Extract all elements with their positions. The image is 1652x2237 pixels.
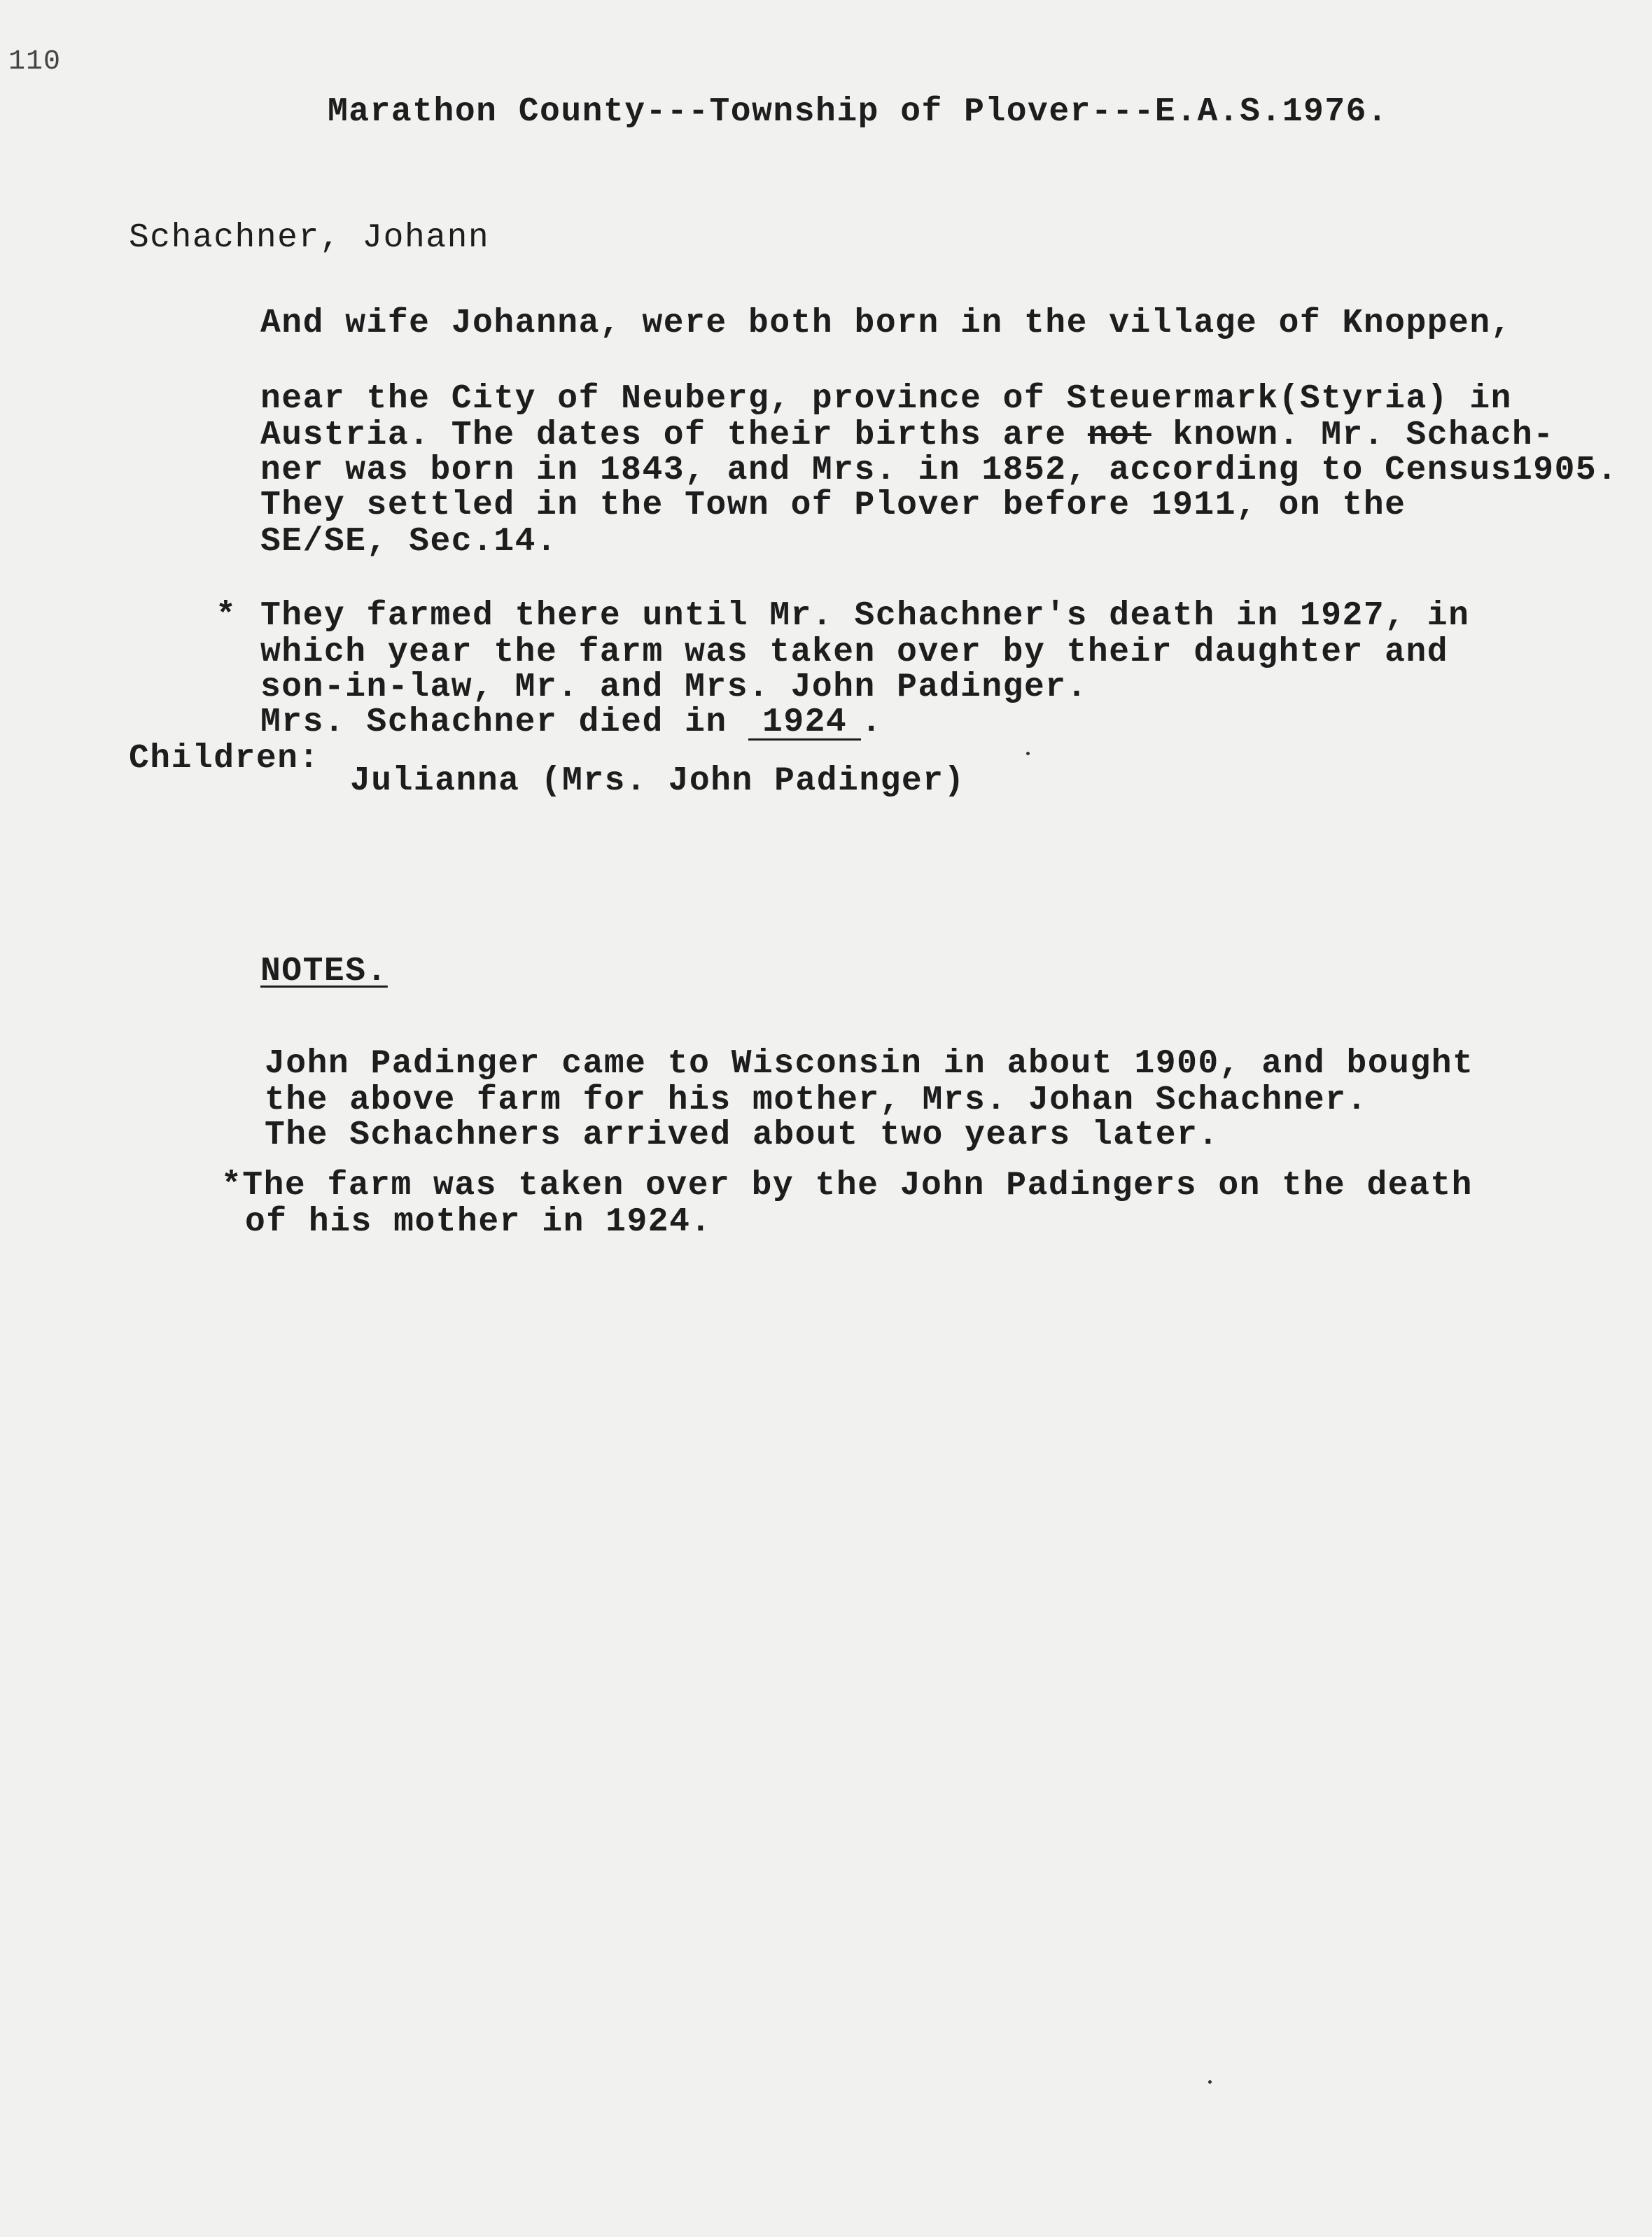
notes-p2-line1: *The farm was taken over by the John Padingers on the death <box>221 1167 1473 1205</box>
notes-p1-line3: The Schachners arrived about two years later. <box>265 1116 1219 1154</box>
entry-p2-line4 <box>260 704 883 741</box>
entry-p2-line1: They farmed there until Mr. Schachner's death in 1927, in <box>260 597 1470 635</box>
entry-p1-line3-before: Austria. The dates of their births are <box>260 416 1088 454</box>
page-number: 110 <box>8 46 62 78</box>
entry-p2-line3: son-in-law, Mr. and Mrs. John Padinger. <box>260 668 1088 706</box>
struck-word: not <box>1087 416 1152 454</box>
entry-p1-line6: SE/SE, Sec.14. <box>260 523 558 561</box>
ink-speck <box>1208 2080 1212 2084</box>
entry-p2-line2: which year the farm was taken over by their daughter and <box>260 633 1449 671</box>
children-value: Julianna (Mrs. John Padinger) <box>350 762 965 800</box>
asterisk-marker: * <box>216 597 237 635</box>
notes-p1-line2: the above farm for his mother, Mrs. Johan Schachner. <box>265 1081 1368 1119</box>
entry-p1-line5: They settled in the Town of Plover before 1911, on the <box>260 486 1406 524</box>
entry-p1-line4: ner was born in 1843, and Mrs. in 1852, according to Census1905. <box>260 451 1618 489</box>
entry-p1-line3 <box>260 417 1555 454</box>
death-sentence: Mrs. Schachner died in <box>260 703 749 741</box>
document-title: Marathon County---Township of Plover---E.A.S.1976. <box>328 93 1389 131</box>
death-sentence-end: . <box>861 703 883 741</box>
entry-name: Schachner, Johann <box>129 219 490 257</box>
death-year: 1924 <box>748 706 861 741</box>
notes-p2-line2: of his mother in 1924. <box>245 1203 712 1241</box>
entry-p1-line2: near the City of Neuberg, province of Steuermark(Styria) in <box>260 380 1512 418</box>
entry-p1-line3-after: known. Mr. Schach- <box>1151 416 1555 454</box>
children-label: Children: <box>129 740 320 778</box>
entry-p1-line1: And wife Johanna, were both born in the village of Knoppen, <box>260 304 1512 342</box>
ink-speck <box>1026 752 1030 755</box>
notes-heading: NOTES. <box>260 953 388 990</box>
notes-p1-line1: John Padinger came to Wisconsin in about 1900, and bought <box>265 1045 1474 1083</box>
